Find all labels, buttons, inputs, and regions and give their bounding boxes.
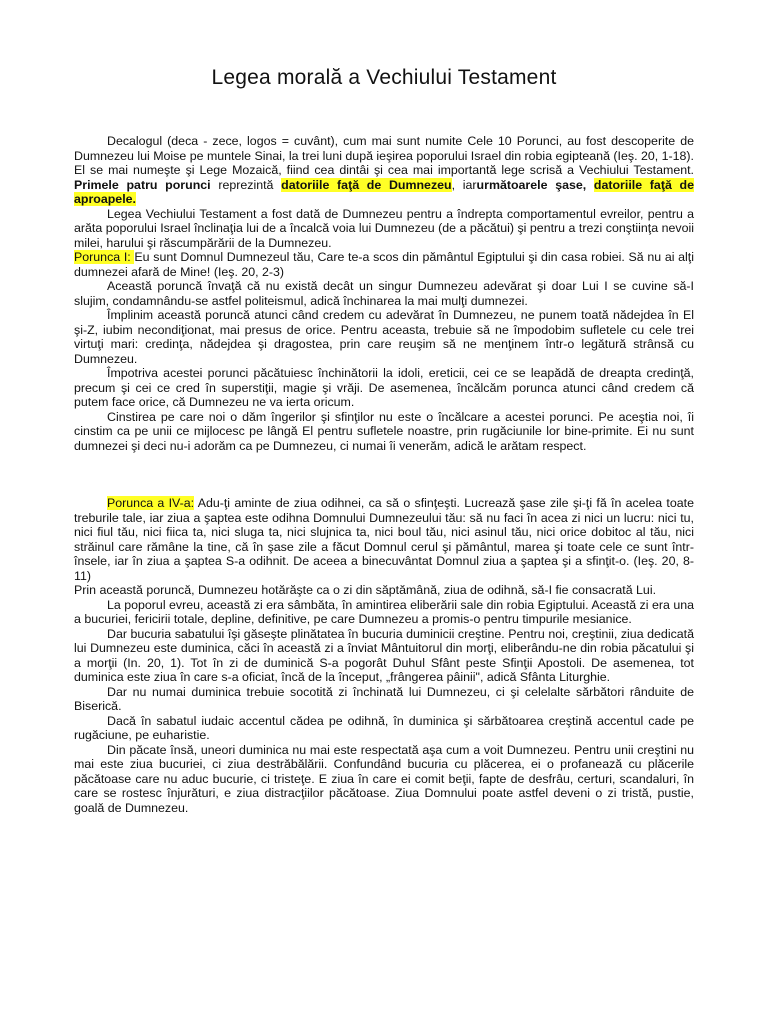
highlight-duties-neighbor: datoriile faţă de aproapele. — [74, 177, 695, 206]
paragraph-text: reprezintă — [210, 177, 282, 192]
highlight-duties-god: datoriile faţă de Dumnezeu — [281, 177, 452, 192]
paragraph-feasts: Dar nu numai duminica trebuie socotită zi închinată lui Dumnezeu, ci şi celelalte sărbători rânduite de Biserică. — [74, 684, 694, 713]
commandment-4-text: Adu-ţi aminte de ziua odihnei, ca să o sfinţeşti. Lucrează şase zile şi-ţi fă în acelea toate treburile tale, iar ziua a şaptea este odihna Domnului Dumnezeului tău: să nu faci în acea zi nici un lucru: nici tu, nici fiul tău, nici fiica ta, nici sluga ta, nici slujnica ta, nici boul tău, nici asinul tău, nici orice dobitoc al tău, nici străinul care rămâne la tine, că în şase zile a făcut Domnul cerul şi pământul, marea şi toate cele ce sunt într-însele, iar în ziua a şaptea S-a odihnit. De aceea a binecuvântat Domnul ziua a şaptea şi a sfinţit-o. (Ieş. 20, 8-11) — [74, 496, 694, 583]
paragraph-commandment-4 — [74, 496, 694, 583]
commandment-4-label: Porunca a IV-a: — [107, 496, 195, 510]
document-body — [74, 134, 694, 815]
paragraph-rest-day: Prin această poruncă, Dumnezeu hotărăşte ca o zi din săptămână, ziua de odihnă, să-I fie consacrată Lui. — [74, 583, 657, 597]
commandment-1-label: Porunca I: — [74, 250, 135, 264]
paragraph-text: , iar — [451, 177, 477, 192]
bold-phrase-next-six: următoarele şase, — [476, 177, 594, 192]
paragraph-sins-against: Împotriva acestei porunci păcătuiesc închinătorii la idoli, ereticii, cei ce se leapădă de dreapta credinţă, precum şi cei ce cred în superstiţii, magie şi vrăji. De asemenea, încălcăm porunca atunci când credem că putem face orice, că Dumnezeu ne va ierta oricum. — [74, 366, 694, 409]
paragraph-one-god: Această poruncă învaţă că nu există decât un singur Dumnezeu adevărat şi doar Lui I se cuvine să-I slujim, condamnându-se astfel politeismul, adică închinarea la mai mulţi dumnezei. — [74, 279, 694, 308]
document-title: Legea morală a Vechiului Testament — [211, 66, 557, 89]
paragraph-commandment-1 — [74, 250, 694, 279]
paragraph-sunday: Dar bucuria sabatului îşi găseşte plinătatea în bucuria duminicii creştine. Pentru noi, creştinii, ziua dedicată lui Dumnezeu este duminica, căci în această zi a înviat Mântuitorul din morţi, eliberându-ne din robia păcatului şi a morţii (In. 20, 1). Tot în zi de duminică S-a pogorât Duhul Sfânt peste Sfinţii Apostoli. De asemenea, tot duminica este ziua în care s-a oficiat, încă de la început, „frângerea pâinii", adică Sfânta Liturghie. — [74, 626, 694, 684]
paragraph-law-purpose: Legea Vechiului Testament a fost dată de Dumnezeu pentru a îndrepta comportamentul evreilor, pentru a arăta poporului Israel înclinaţia lui de a încalcă voia lui Dumnezeu (de a păcătui) şi pentru a trezi conştiinţa nevoii milei, harului şi răscumpărării de la Dumnezeu. — [74, 206, 694, 250]
paragraph-profanation: Din păcate însă, uneori duminica nu mai este respectată aşa cum a voit Dumnezeu. Pentru unii creştini nu mai este ziua bucuriei, ci ziua destrăbălării. Confundând bucuria cu plăcerea, ei o profanează cu plăcerile păcătoase care nu aduc bucurie, ci tristeţe. E ziua în care ei comit beţii, fapte de desfrâu, certuri, scandaluri, în care se rostesc înjurături, e ziua distracţiilor păcătoase. Ziua Domnului poate astfel deveni o zi tristă, pustie, goală de Dumnezeu. — [74, 742, 694, 815]
paragraph-prayer-accent: Dacă în sabatul iudaic accentul cădea pe odihnă, în duminica şi sărbătoarea creştină accentul cade pe rugăciune, pe euharistie. — [74, 713, 694, 742]
paragraph-fulfilling: Împlinim această poruncă atunci când credem cu adevărat în Dumnezeu, ne punem toată nădejdea în El şi-Z, iubim necondiţionat, mai presus de orice. Pentru aceasta, trebuie să ne împodobim sufletele cu cele trei virtuţi mari: credinţa, nădejdea şi dragostea, prin care reuşim să ne menţinem într-o legătură strânsă cu Dumnezeu. — [74, 308, 694, 366]
paragraph-sabbath: La poporul evreu, această zi era sâmbăta, în amintirea eliberării sale din robia Egiptului. Această zi era una a bucuriei, fericirii totale, depline, definitive, pe care Dumnezeu a promis-o pentru timpurile mesianice. — [74, 597, 694, 626]
commandment-1-text: Eu sunt Domnul Dumnezeul tău, Care te-a scos din pământul Egiptului şi din casa robiei. Să nu ai alţi dumnezei afară de Mine! (Ieş. 20, 2-3) — [74, 250, 695, 279]
paragraph-decalogue — [74, 134, 694, 207]
paragraph-saints-honor: Cinstirea pe care noi o dăm îngerilor şi sfinţilor nu este o încălcare a acestei porunci. Pe aceştia noi, îi cinstim ca pe unii ce mijlocesc pe lângă El pentru sufletele noastre, prin rugăciunile lor bine-primite. Ei nu sunt dumnezei şi deci nu-i adorăm ca pe Dumnezeu, ci numai îi venerăm, adică le arătam respect. — [74, 409, 694, 453]
bold-phrase-first-four: Primele patru porunci — [74, 177, 211, 192]
paragraph-text: Decalogul (deca - zece, logos = cuvânt), cum mai sunt numite Cele 10 Porunci, au fost descoperite de Dumnezeu lui Moise pe muntele Sinai, la trei luni după ieşirea poporului Israel din robia egipteană (Ieş. 20, 1-18). El se mai numeşte şi Lege Mozaică, fiind cea dintâi şi cea mai importantă lege scrisă a Vechiului Testament. — [74, 134, 694, 177]
